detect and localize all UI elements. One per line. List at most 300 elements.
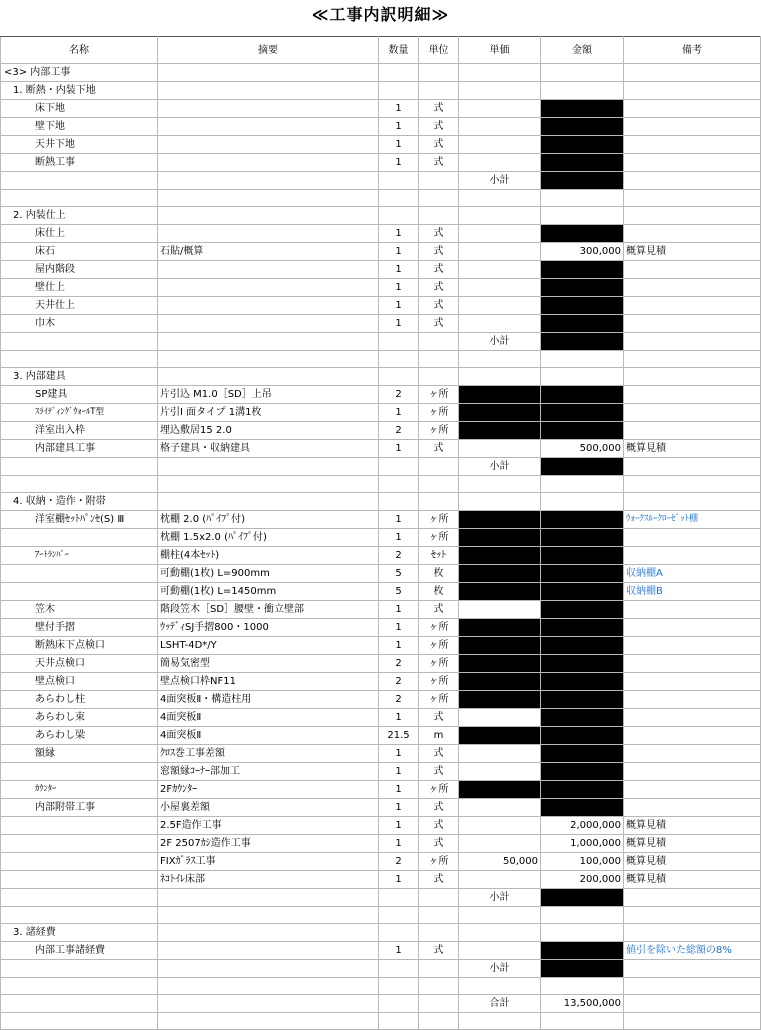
cell-unit <box>419 493 459 511</box>
cell-name: 壁仕上 <box>1 279 158 297</box>
table-row <box>1 297 761 315</box>
cell-unit: ｾｯﾄ <box>419 547 459 565</box>
cell-price <box>459 476 541 493</box>
cell-unit: m <box>419 727 459 745</box>
cell-price <box>459 315 541 333</box>
cell-unit <box>419 172 459 190</box>
cell-qty: 1 <box>379 297 419 315</box>
cell-name: 天井下地 <box>1 136 158 154</box>
cell-amount <box>541 745 624 763</box>
cell-amount: 300,000 <box>541 243 624 261</box>
cell-desc <box>158 207 379 225</box>
cell-price <box>459 511 541 529</box>
table-row <box>1 315 761 333</box>
cell-note <box>624 136 761 154</box>
cell-price <box>459 907 541 924</box>
cell-qty: 1 <box>379 315 419 333</box>
cell-price <box>459 727 541 745</box>
cell-name: ｶｳﾝﾀｰ <box>1 781 158 799</box>
cell-unit: ヶ所 <box>419 655 459 673</box>
table-row <box>1 190 761 207</box>
cell-unit: ヶ所 <box>419 781 459 799</box>
cell-amount <box>541 154 624 172</box>
cell-amount <box>541 351 624 368</box>
table-row <box>1 225 761 243</box>
cell-qty <box>379 907 419 924</box>
cell-unit <box>419 207 459 225</box>
cell-note <box>624 995 761 1013</box>
cell-note <box>624 404 761 422</box>
cell-note <box>624 673 761 691</box>
cell-qty: 2 <box>379 422 419 440</box>
cell-price <box>459 673 541 691</box>
cell-qty <box>379 351 419 368</box>
cell-price <box>459 386 541 404</box>
cell-name: ｱｰﾄﾗﾝﾊﾟｰ <box>1 547 158 565</box>
cell-note <box>624 225 761 243</box>
cell-note <box>624 889 761 907</box>
cell-qty <box>379 64 419 82</box>
cell-unit: ヶ所 <box>419 619 459 637</box>
cell-price: 小計 <box>459 889 541 907</box>
cell-qty: 1 <box>379 225 419 243</box>
cell-name: 洋室棚ｾｯﾄﾊﾟﾝｾ(S) Ⅲ <box>1 511 158 529</box>
cell-name: SP建具 <box>1 386 158 404</box>
cell-unit <box>419 458 459 476</box>
cell-note <box>624 907 761 924</box>
cell-desc <box>158 889 379 907</box>
header-amount: 金額 <box>541 37 624 64</box>
cell-price <box>459 924 541 942</box>
cell-desc: 4面突板Ⅱ <box>158 709 379 727</box>
cell-note <box>624 458 761 476</box>
cell-desc <box>158 154 379 172</box>
cell-amount <box>541 458 624 476</box>
table-row <box>1 118 761 136</box>
cell-qty: 1 <box>379 100 419 118</box>
cell-price <box>459 100 541 118</box>
cell-desc: ｳｯﾃﾞｨSJ手摺800・1000 <box>158 619 379 637</box>
cell-unit: 式 <box>419 315 459 333</box>
cell-note <box>624 154 761 172</box>
cell-qty <box>379 889 419 907</box>
cell-unit: 式 <box>419 279 459 297</box>
table-row <box>1 871 761 889</box>
cell-price <box>459 351 541 368</box>
cell-qty: 1 <box>379 136 419 154</box>
cell-name: 天井点検口 <box>1 655 158 673</box>
table-row <box>1 781 761 799</box>
cell-unit: ヶ所 <box>419 853 459 871</box>
cell-name: 4. 収納・造作・附帯 <box>1 493 158 511</box>
cell-qty <box>379 458 419 476</box>
cell-desc: 枕棚 2.0 (ﾊﾟｲﾌﾟ付) <box>158 511 379 529</box>
cell-price <box>459 225 541 243</box>
cell-amount <box>541 190 624 207</box>
cell-price <box>459 82 541 100</box>
cell-name <box>1 351 158 368</box>
cell-qty <box>379 207 419 225</box>
cell-unit: 式 <box>419 601 459 619</box>
cell-name: 壁下地 <box>1 118 158 136</box>
header-name: 名称 <box>1 37 158 64</box>
cell-note <box>624 172 761 190</box>
cell-note <box>624 799 761 817</box>
cell-qty: 1 <box>379 118 419 136</box>
cell-desc <box>158 136 379 154</box>
cell-note: 概算見積 <box>624 871 761 889</box>
cell-note <box>624 82 761 100</box>
cell-note <box>624 207 761 225</box>
cell-name <box>1 853 158 871</box>
cell-desc <box>158 458 379 476</box>
cell-price <box>459 565 541 583</box>
cell-desc <box>158 333 379 351</box>
cell-name: ｽﾗｲﾃﾞｨﾝｸﾞｳｫｰﾙT型 <box>1 404 158 422</box>
cell-note: 概算見積 <box>624 817 761 835</box>
cell-desc <box>158 924 379 942</box>
cell-note <box>624 655 761 673</box>
cell-unit <box>419 995 459 1013</box>
cell-qty: 2 <box>379 853 419 871</box>
cell-unit <box>419 889 459 907</box>
cell-desc <box>158 907 379 924</box>
table-row <box>1 64 761 82</box>
cell-qty: 1 <box>379 763 419 781</box>
cell-price <box>459 440 541 458</box>
cell-name: 天井仕上 <box>1 297 158 315</box>
table-row <box>1 493 761 511</box>
table-row <box>1 619 761 637</box>
cell-desc: 埋込敷居15 2.0 <box>158 422 379 440</box>
cell-desc <box>158 315 379 333</box>
cell-amount <box>541 781 624 799</box>
cell-price <box>459 190 541 207</box>
cell-qty: 1 <box>379 261 419 279</box>
cell-unit: ヶ所 <box>419 637 459 655</box>
cell-amount <box>541 279 624 297</box>
cell-desc: 可動棚(1枚) L=900mm <box>158 565 379 583</box>
cell-qty <box>379 172 419 190</box>
cell-unit <box>419 978 459 995</box>
cell-price <box>459 655 541 673</box>
cell-price <box>459 601 541 619</box>
cell-note <box>624 64 761 82</box>
cell-name: 巾木 <box>1 315 158 333</box>
cell-amount <box>541 889 624 907</box>
cell-desc: 4面突板Ⅱ <box>158 727 379 745</box>
cell-unit: 式 <box>419 243 459 261</box>
table-row <box>1 100 761 118</box>
table-row <box>1 351 761 368</box>
cell-qty: 1 <box>379 871 419 889</box>
cell-name: あらわし束 <box>1 709 158 727</box>
cell-unit: 枚 <box>419 565 459 583</box>
table-row <box>1 655 761 673</box>
table-row <box>1 853 761 871</box>
cell-desc: 小屋裏差額 <box>158 799 379 817</box>
cell-desc <box>158 172 379 190</box>
cell-price <box>459 118 541 136</box>
cell-amount <box>541 709 624 727</box>
cell-qty: 1 <box>379 619 419 637</box>
table-row <box>1 154 761 172</box>
cell-note: 収納棚A <box>624 565 761 583</box>
cell-amount <box>541 727 624 745</box>
table-row <box>1 709 761 727</box>
cell-name <box>1 978 158 995</box>
cell-price <box>459 745 541 763</box>
cell-unit: ヶ所 <box>419 422 459 440</box>
cell-note <box>624 619 761 637</box>
table-row <box>1 601 761 619</box>
cell-qty: 1 <box>379 835 419 853</box>
table-row <box>1 691 761 709</box>
table-row <box>1 960 761 978</box>
cell-amount <box>541 493 624 511</box>
cell-amount <box>541 422 624 440</box>
cell-amount <box>541 924 624 942</box>
cell-amount <box>541 673 624 691</box>
cell-amount <box>541 333 624 351</box>
table-row <box>1 889 761 907</box>
cell-price <box>459 529 541 547</box>
cell-qty: 5 <box>379 565 419 583</box>
cell-note <box>624 422 761 440</box>
cell-note <box>624 547 761 565</box>
cell-desc: LSHT-4D*/Y <box>158 637 379 655</box>
cell-qty: 21.5 <box>379 727 419 745</box>
cell-unit <box>419 333 459 351</box>
cell-name: <3> 内部工事 <box>1 64 158 82</box>
cell-amount <box>541 978 624 995</box>
table-row <box>1 942 761 960</box>
cell-note <box>624 709 761 727</box>
cell-amount: 200,000 <box>541 871 624 889</box>
cell-note <box>624 727 761 745</box>
cell-amount <box>541 261 624 279</box>
cell-unit <box>419 190 459 207</box>
cell-unit: 式 <box>419 136 459 154</box>
cell-note <box>624 978 761 995</box>
cell-name: 壁付手摺 <box>1 619 158 637</box>
cell-amount <box>541 799 624 817</box>
table-row <box>1 763 761 781</box>
cell-qty: 1 <box>379 154 419 172</box>
cell-desc <box>158 368 379 386</box>
cell-note <box>624 100 761 118</box>
cell-price <box>459 619 541 637</box>
table-row <box>1 924 761 942</box>
cell-unit: 式 <box>419 709 459 727</box>
cell-amount <box>541 583 624 601</box>
cell-desc: 4面突板Ⅱ・構造柱用 <box>158 691 379 709</box>
cell-desc: 格子建具・収納建具 <box>158 440 379 458</box>
cell-name <box>1 907 158 924</box>
cell-note: 概算見積 <box>624 243 761 261</box>
cell-unit: 式 <box>419 100 459 118</box>
cell-price <box>459 493 541 511</box>
cell-name: 額縁 <box>1 745 158 763</box>
table-row <box>1 727 761 745</box>
cell-name <box>1 817 158 835</box>
cell-name: 床仕上 <box>1 225 158 243</box>
cell-unit: 式 <box>419 261 459 279</box>
cell-price <box>459 368 541 386</box>
cell-price: 合計 <box>459 995 541 1013</box>
cell-name: 壁点検口 <box>1 673 158 691</box>
cell-name <box>1 458 158 476</box>
cell-unit: 式 <box>419 871 459 889</box>
cell-name: 床石 <box>1 243 158 261</box>
cell-price <box>459 835 541 853</box>
cell-name <box>1 190 158 207</box>
cell-note <box>624 261 761 279</box>
cell-amount <box>541 960 624 978</box>
cell-price <box>459 799 541 817</box>
cell-amount <box>541 368 624 386</box>
cell-qty: 2 <box>379 386 419 404</box>
cell-desc: 2Fｶｳﾝﾀｰ <box>158 781 379 799</box>
cell-price <box>459 136 541 154</box>
table-row <box>1 995 761 1013</box>
cell-note <box>624 351 761 368</box>
header-qty: 数量 <box>379 37 419 64</box>
table-row <box>1 907 761 924</box>
cell-amount <box>541 565 624 583</box>
cell-name <box>1 529 158 547</box>
cell-amount <box>541 907 624 924</box>
cell-price <box>459 297 541 315</box>
cell-desc <box>158 64 379 82</box>
cell-desc <box>158 190 379 207</box>
cell-amount: 1,000,000 <box>541 835 624 853</box>
cell-desc: 可動棚(1枚) L=1450mm <box>158 583 379 601</box>
cell-amount <box>541 100 624 118</box>
cell-name <box>1 889 158 907</box>
cell-name: 断熱工事 <box>1 154 158 172</box>
cell-qty <box>379 1013 419 1030</box>
table-row <box>1 673 761 691</box>
cell-amount <box>541 297 624 315</box>
table-row <box>1 172 761 190</box>
cell-unit <box>419 82 459 100</box>
cell-price <box>459 154 541 172</box>
cell-unit <box>419 907 459 924</box>
cell-note <box>624 745 761 763</box>
cell-desc <box>158 1013 379 1030</box>
header-price: 単価 <box>459 37 541 64</box>
cell-name: あらわし梁 <box>1 727 158 745</box>
cell-unit: 式 <box>419 835 459 853</box>
cell-desc <box>158 225 379 243</box>
table-row <box>1 835 761 853</box>
cell-desc <box>158 960 379 978</box>
cell-name: 内部附帯工事 <box>1 799 158 817</box>
cell-qty: 1 <box>379 279 419 297</box>
cell-note <box>624 190 761 207</box>
table-row <box>1 136 761 154</box>
cell-unit: ヶ所 <box>419 386 459 404</box>
cell-name <box>1 583 158 601</box>
cell-unit: ヶ所 <box>419 404 459 422</box>
cell-desc <box>158 261 379 279</box>
cell-amount <box>541 1013 624 1030</box>
cell-desc <box>158 995 379 1013</box>
cell-qty <box>379 82 419 100</box>
cell-price: 小計 <box>459 458 541 476</box>
cell-qty <box>379 190 419 207</box>
cell-note <box>624 924 761 942</box>
cell-qty: 1 <box>379 243 419 261</box>
table-row <box>1 565 761 583</box>
table-row <box>1 978 761 995</box>
cell-desc: 片引Ⅰ 面タイプ 1溝1枚 <box>158 404 379 422</box>
cell-qty: 1 <box>379 511 419 529</box>
cell-amount <box>541 547 624 565</box>
cell-desc: 窓額縁ｺｰﾅｰ部加工 <box>158 763 379 781</box>
table-row <box>1 817 761 835</box>
cell-note <box>624 529 761 547</box>
cell-qty <box>379 960 419 978</box>
cell-note <box>624 386 761 404</box>
cell-amount <box>541 637 624 655</box>
cell-qty: 2 <box>379 691 419 709</box>
cell-qty: 1 <box>379 404 419 422</box>
cell-note: 概算見積 <box>624 853 761 871</box>
cell-desc: 壁点検口枠NF11 <box>158 673 379 691</box>
cell-amount <box>541 942 624 960</box>
cell-note <box>624 601 761 619</box>
cell-desc <box>158 100 379 118</box>
cell-qty: 1 <box>379 601 419 619</box>
cell-desc <box>158 118 379 136</box>
cell-note <box>624 118 761 136</box>
cell-qty: 1 <box>379 637 419 655</box>
cell-note <box>624 637 761 655</box>
cell-note <box>624 279 761 297</box>
cell-price <box>459 207 541 225</box>
cell-desc: ｸﾛｽ巻工事差額 <box>158 745 379 763</box>
cell-qty <box>379 978 419 995</box>
cell-name: 床下地 <box>1 100 158 118</box>
table-row <box>1 1013 761 1030</box>
cell-price: 小計 <box>459 333 541 351</box>
cell-note <box>624 315 761 333</box>
cell-desc <box>158 476 379 493</box>
cell-qty <box>379 476 419 493</box>
table-row <box>1 207 761 225</box>
cell-name: 洋室出入枠 <box>1 422 158 440</box>
cell-note <box>624 781 761 799</box>
header-note: 備考 <box>624 37 761 64</box>
cell-price: 50,000 <box>459 853 541 871</box>
cell-desc <box>158 942 379 960</box>
table-row <box>1 583 761 601</box>
cell-amount <box>541 64 624 82</box>
cell-amount: 2,000,000 <box>541 817 624 835</box>
cell-desc: 階段笠木［SD］腰壁・衝立壁部 <box>158 601 379 619</box>
cell-unit: 式 <box>419 745 459 763</box>
table-row <box>1 333 761 351</box>
table-row <box>1 547 761 565</box>
cell-amount <box>541 511 624 529</box>
cell-qty <box>379 924 419 942</box>
cell-qty: 1 <box>379 942 419 960</box>
table-row <box>1 368 761 386</box>
cell-note <box>624 763 761 781</box>
cell-price: 小計 <box>459 960 541 978</box>
